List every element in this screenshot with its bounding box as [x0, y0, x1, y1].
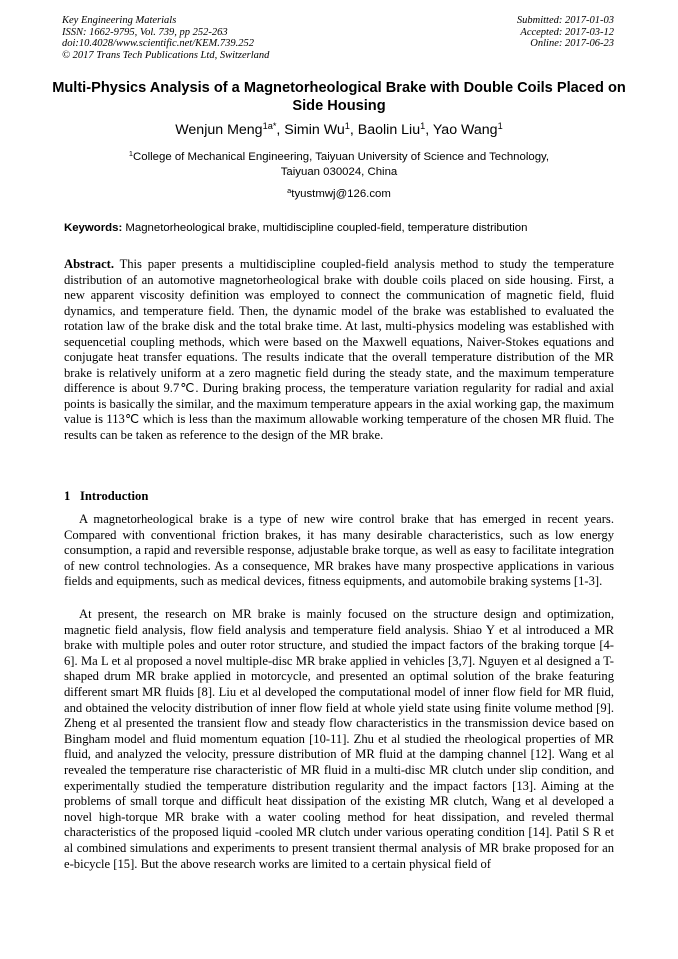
keywords-label: Keywords:: [64, 222, 123, 234]
paper-title: Multi-Physics Analysis of a Magnetorheological Brake with Double Coils Placed on Side Housing: [52, 80, 626, 114]
keywords: [64, 221, 614, 236]
abstract-text: This paper presents a multidiscipline coupled-field analysis method to study the temperature distribution of an automotive magnetorheological brake with double coils placed on side housing. First, a new apparent viscosity definition was employed to connect the communication of magnetic field, fluid dynamics, and temperature field. Then, the dynamic model of the brake was established to evaluated the rotation law of the brake disk and the total brake time. At last, multi-physics modeling was established with sequencetial coupling methods, which were based on the Maxwell equations, Naiver-Stokes equations and conjugate heat transfer equations. The results indicate that the overall temperature distribution of the MR brake is relatively uniform at a zero magnetic field during the steady state, and the maximum temperature difference is about 9.7℃. During braking process, the temperature variation regularity for radial and axial points is basically the similar, and the maximum temperature appears in the axial working gap, the maximum value is 113℃ which is less than the maximum allowable working temperature of the chosen MR fluid. The results can be taken as reference to the design of the MR brake.: [64, 257, 614, 442]
author-name: Simin Wu: [284, 122, 345, 138]
email-sup: a: [287, 185, 292, 195]
affiliation-line-2: Taiyuan 030024, China: [280, 166, 398, 178]
paragraph-text: At present, the research on MR brake is mainly focused on the structure design and optimization, magnetic field analysis, flow field analysis and temperature field analysis. Shiao Y et al introduced a MR brake with multiple poles and outer rotor structure, and studied the impact factors of the braking torque [4-6]. Ma L et al proposed a novel multiple-disc MR brake applied in vehicles [3,7]. Nguyen et al designed a T-shaped drum MR brake applied in motorcycle, and presented an optimal solution of the brake featuring different smart MR fluids [8]. Liu et al developed the computational model of inner flow field for MR fluid, and obtained the velocity distribution of inner flow field at whole yield state using finite volume method [9]. Zheng et al presented the transient flow and steady flow characteristics in the transmission device based on Bingham model and fluid momentum equation [10-11]. Zhu et al studied the rheological properties of MR fluid, and analyzed the velocity, pressure distribution of MR fluid at the damping channel [12]. Wang et al revealed the temperature rise characteristic of MR fluid in a multi-disc MR clutch under slip condition, and experimentally studied the temperature distribution regularity and the impact factors [13]. Aiming at the problems of small torque and difficult heat dissipation of the existing MR clutch, Wang et al developed a novel high-torque MR brake with a water cooling method for heat dissipation, and reveled thermal characteristics of the proposed liquid -cooled MR clutch under various operating condition [14]. Patil S R et al combined simulations and experiments to present transient thermal analysis of MR brake proposed for an e-bicycle [15]. But the above research works are limited to a certain physical field of: [64, 607, 614, 871]
abstract-label: Abstract.: [64, 257, 115, 271]
author-sup: 1: [420, 120, 426, 131]
doi: doi:10.4028/www.scientific.net/KEM.739.252: [62, 38, 254, 49]
keywords-text: Magnetorheological brake, multidiscipline coupled-field, temperature distribution: [122, 222, 528, 234]
author-name: Wenjun Meng: [175, 122, 263, 138]
section-heading: [64, 489, 148, 504]
author-name: Baolin Liu: [357, 122, 421, 138]
email-address: tyustmwj@126.com: [291, 188, 391, 200]
affiliation: [40, 150, 638, 180]
issn: ISSN: 1662-9795, Vol. 739, pp 252-263: [62, 26, 228, 38]
paragraph: [64, 512, 614, 590]
journal-info: [62, 15, 269, 61]
paragraph-text: A magnetorheological brake is a type of new wire control brake that has emerged in recent years. Compared with conventional friction brakes, it has many desirable characteristics, such as low energy consumption, a rapid and reversible response, adjustable brake torque, as well as easy to facilitate integration of new control technologies. As a consequence, MR brakes have many prospective applications in various fields and equipments, such as medical devices, fitness equipments, and automobile braking systems [1-3].: [64, 512, 614, 589]
copyright: © 2017 Trans Tech Publications Ltd, Switzerland: [62, 49, 270, 61]
abstract: [64, 257, 614, 443]
author-list: Wenjun Meng$^{1a*}$, Simin Wu$^1$, Baolin Liu$^1$, Yao Wang$^1$: [175, 120, 503, 138]
author-sup: 1: [497, 120, 503, 131]
affiliation-sup: 1: [128, 148, 134, 158]
accepted-date: Accepted: 2017-03-12: [520, 26, 614, 38]
author-sup: 1a*: [262, 120, 277, 131]
submitted-date: Submitted: 2017-01-03: [516, 15, 614, 26]
affiliation-line-1: College of Mechanical Engineering, Taiyuan University of Science and Technology,: [133, 151, 550, 163]
author-email: [40, 187, 638, 202]
section-number: 1: [64, 489, 71, 503]
author-name: Yao Wang: [432, 122, 498, 138]
online-date: Online: 2017-06-23: [530, 38, 614, 49]
journal-name: Key Engineering Materials: [62, 15, 177, 26]
author-sup: 1: [344, 120, 350, 131]
paragraph: [64, 607, 614, 872]
section-title: Introduction: [80, 489, 149, 503]
publication-dates: [517, 15, 614, 50]
